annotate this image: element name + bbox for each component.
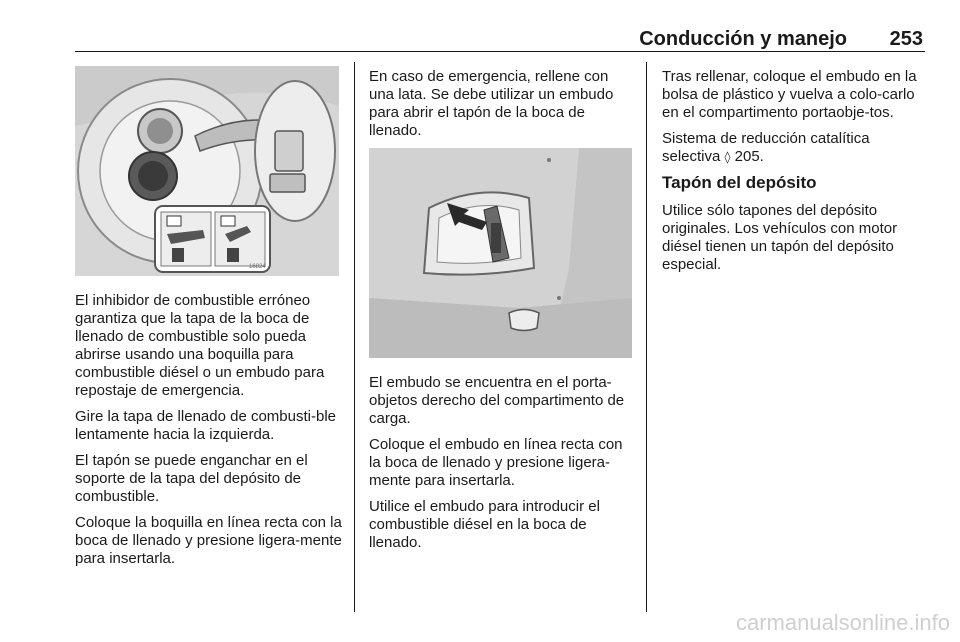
fuel-filler-illustration: [75, 66, 339, 276]
figure-code: 16824: [249, 264, 266, 270]
paragraph: Utilice el embudo para introducir el combustible diésel en la boca de llenado.: [369, 498, 600, 551]
paragraph: El tapón se puede enganchar en el soporte de la tapa del depósito de combustible.: [75, 452, 308, 505]
section-title: Conducción y manejo: [639, 28, 847, 50]
header-rule: [75, 51, 925, 52]
cross-reference: [662, 130, 924, 166]
paragraph: Tras rellenar, coloque el embudo en la bolsa de plástico y vuelva a colo-carlo en el compartimento portaobje-tos.: [662, 68, 917, 121]
paragraph: Utilice sólo tapones del depósito originales. Los vehículos con motor diésel tienen un tapón del depósito especial.: [662, 202, 898, 273]
paragraph: En caso de emergencia, rellene con una lata. Se debe utilizar un embudo para abrir el tapón de la boca de llenado.: [369, 68, 614, 139]
column-2: [369, 374, 637, 560]
column-3: [662, 68, 924, 282]
paragraph: Coloque la boquilla en línea recta con la boca de llenado y presione ligera-mente para insertarla.: [75, 514, 342, 567]
fuel-filler-figure: [75, 66, 339, 276]
column-2-intro: [369, 68, 637, 148]
paragraph: El inhibidor de combustible erróneo garantiza que la tapa de la boca de llenado de combustible solo pueda abrirse usando una boquilla para combustible diésel o un embudo para repostaje de emergencia.: [75, 292, 325, 399]
paragraph: Coloque el embudo en línea recta con la boca de llenado y presione ligera-mente para insertarla.: [369, 436, 623, 489]
paragraph: El embudo se encuentra en el porta-objetos derecho del compartimento de carga.: [369, 374, 625, 427]
page-number: 253: [889, 28, 923, 50]
column-divider: [646, 62, 647, 612]
cargo-compartment-illustration: [369, 148, 632, 358]
paragraph: Gire la tapa de llenado de combusti-ble lentamente hacia la izquierda.: [75, 408, 336, 443]
watermark: carmanualsonline.info: [735, 610, 950, 635]
section-heading: Tapón del depósito: [662, 173, 817, 192]
column-divider: [354, 62, 355, 612]
reference-text: Sistema de reducción catalítica selectiva: [662, 130, 870, 165]
cargo-compartment-figure: [369, 148, 632, 358]
page-header: [75, 28, 925, 52]
reference-page[interactable]: 205.: [734, 148, 764, 165]
reference-arrow-icon: ◊: [724, 150, 731, 164]
column-1: [75, 292, 345, 576]
